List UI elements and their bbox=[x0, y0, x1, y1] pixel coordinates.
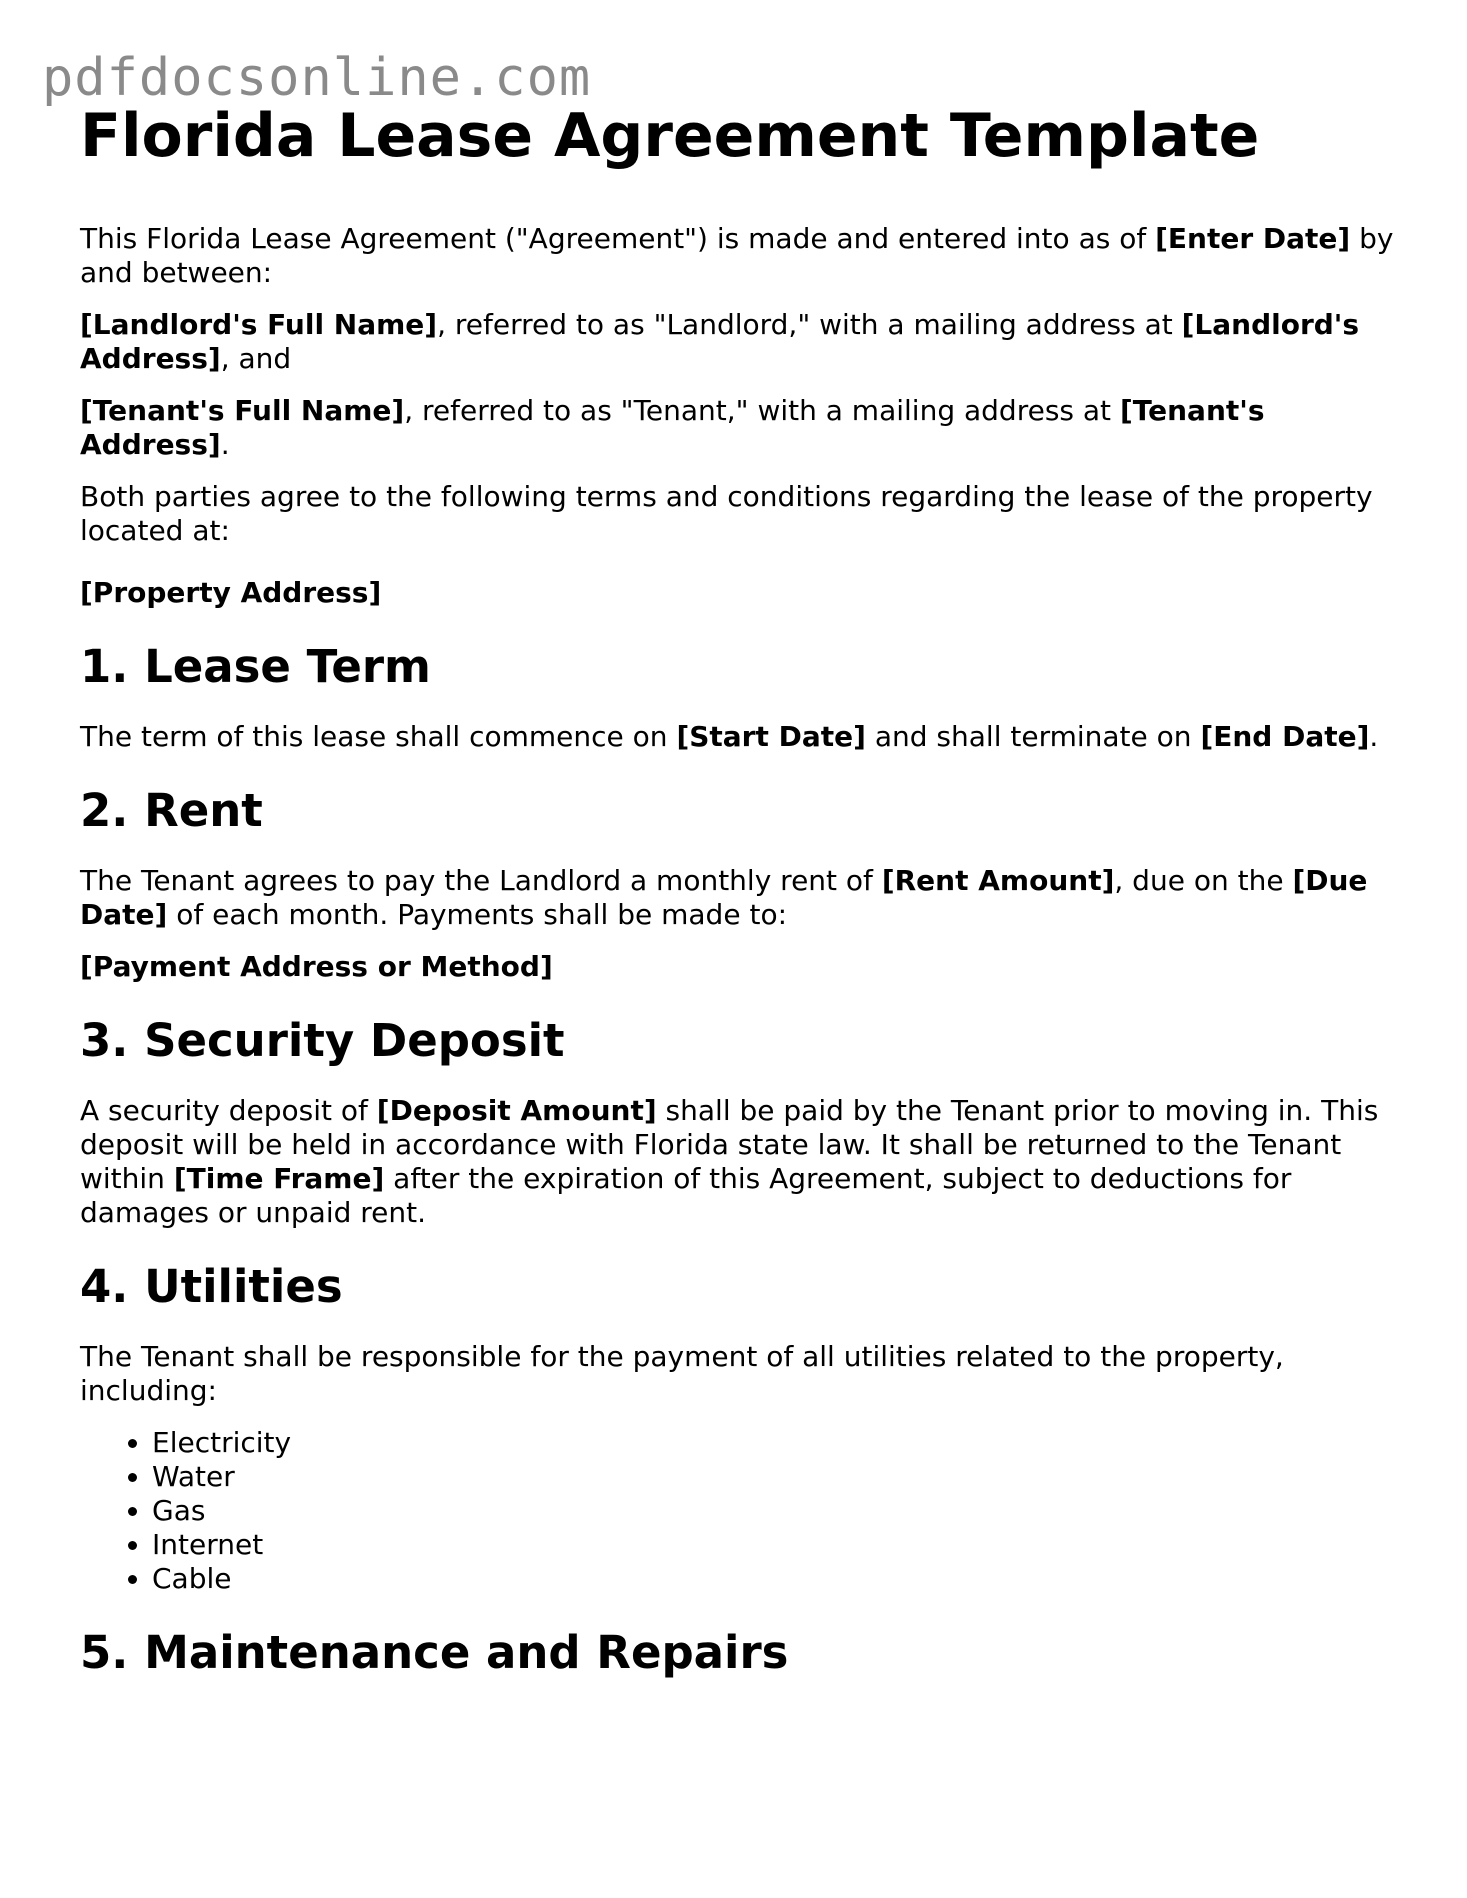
section-heading-deposit: 3. Security Deposit bbox=[80, 1014, 565, 1067]
deposit-amount-field: [Deposit Amount] bbox=[376, 1094, 657, 1127]
intro-text: This Florida Lease Agreement ("Agreement") is made and entered into as of bbox=[80, 222, 1156, 255]
lease-term-text: The term of this lease shall commence on bbox=[80, 720, 677, 753]
rent-text: The Tenant agrees to pay the Landlord a monthly rent of bbox=[80, 864, 882, 897]
deposit-paragraph bbox=[80, 1094, 1410, 1230]
section-heading-rent: 2. Rent bbox=[80, 784, 263, 837]
tenant-text-end: . bbox=[220, 428, 230, 461]
utilities-paragraph: The Tenant shall be responsible for the payment of all utilities related to the property, including: bbox=[80, 1340, 1284, 1407]
utilities-list bbox=[80, 1426, 1410, 1596]
property-address-field: [Property Address] bbox=[80, 576, 382, 609]
rent-amount-field: [Rent Amount] bbox=[881, 864, 1115, 897]
tenant-address-field: [Tenant's Address] bbox=[80, 394, 1265, 461]
list-item: • Internet bbox=[152, 1528, 1410, 1562]
landlord-paragraph bbox=[80, 308, 1410, 376]
watermark: pdfdocsonline.com bbox=[42, 48, 592, 108]
document-title: Florida Lease Agreement Template bbox=[80, 101, 1260, 171]
payment-method-field: [Payment Address or Method] bbox=[80, 950, 553, 983]
rent-text-end: of each month. Payments shall be made to: bbox=[167, 898, 788, 931]
tenant-paragraph bbox=[80, 394, 1410, 462]
lease-term-text-mid: and shall terminate on bbox=[865, 720, 1201, 753]
document-page bbox=[80, 100, 1410, 1680]
deposit-text-end: after the expiration of this Agreement, subject to deductions for damages or unpaid rent. bbox=[80, 1162, 1292, 1229]
list-item: • Electricity bbox=[152, 1426, 1410, 1460]
tenant-text: , referred to as "Tenant," with a mailing address at bbox=[404, 394, 1120, 427]
lease-term-text-end: . bbox=[1369, 720, 1379, 753]
start-date-field: [Start Date] bbox=[676, 720, 866, 753]
intro-paragraph bbox=[80, 222, 1410, 290]
deposit-text-mid: shall be paid by the Tenant prior to moving in. This deposit will be held in accordance with Florida state law. It shall be returned to the Tenant within bbox=[80, 1094, 1379, 1195]
list-item: • Gas bbox=[152, 1494, 1410, 1528]
enter-date-field: [Enter Date] bbox=[1155, 222, 1351, 255]
section-heading-maintenance: 5. Maintenance and Repairs bbox=[80, 1626, 789, 1679]
lease-term-paragraph bbox=[80, 720, 1410, 754]
intro-text-end: by and between: bbox=[80, 222, 1394, 289]
due-date-field: [Due Date] bbox=[80, 864, 1368, 931]
section-heading-utilities: 4. Utilities bbox=[80, 1260, 343, 1313]
landlord-address-field: [Landlord's Address] bbox=[80, 308, 1360, 375]
time-frame-field: [Time Frame] bbox=[173, 1162, 385, 1195]
landlord-name-field: [Landlord's Full Name] bbox=[80, 308, 438, 341]
list-item: • Cable bbox=[152, 1562, 1410, 1596]
list-item: • Water bbox=[152, 1460, 1410, 1494]
section-heading-lease-term: 1. Lease Term bbox=[80, 640, 431, 693]
landlord-text: , referred to as "Landlord," with a mailing address at bbox=[437, 308, 1182, 341]
deposit-text: A security deposit of bbox=[80, 1094, 377, 1127]
end-date-field: [End Date] bbox=[1200, 720, 1370, 753]
rent-paragraph bbox=[80, 864, 1410, 932]
rent-text-mid: , due on the bbox=[1114, 864, 1293, 897]
tenant-name-field: [Tenant's Full Name] bbox=[80, 394, 405, 427]
landlord-text-end: , and bbox=[220, 342, 292, 375]
agreement-paragraph: Both parties agree to the following terms and conditions regarding the lease of the property located at: bbox=[80, 480, 1373, 547]
